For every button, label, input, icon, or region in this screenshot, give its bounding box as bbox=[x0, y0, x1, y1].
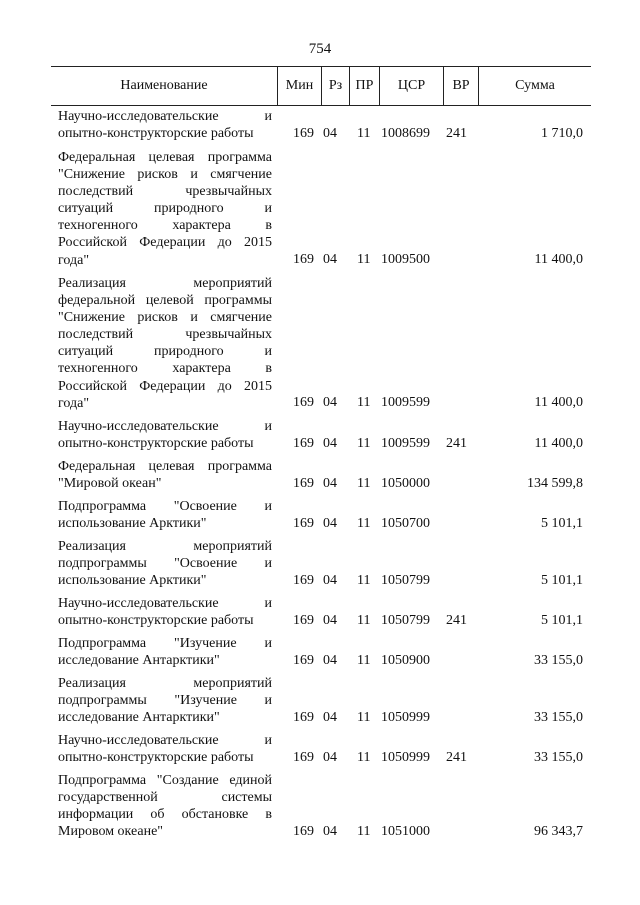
row-csr: 1050799 bbox=[381, 613, 430, 628]
row-name: Реализация мероприятий подпрограммы "Освоение и использование Арктики" bbox=[58, 539, 272, 589]
row-rz: 04 bbox=[323, 476, 337, 491]
header-vr: ВР bbox=[443, 67, 478, 105]
row-rz: 04 bbox=[323, 126, 337, 141]
row-name: Научно-исследовательские и опытно-конструкторские работы bbox=[58, 596, 272, 629]
row-vr: 241 bbox=[446, 750, 467, 765]
row-sum: 134 599,8 bbox=[527, 476, 583, 491]
row-pr: 11 bbox=[357, 516, 371, 531]
row-rz: 04 bbox=[323, 750, 337, 765]
row-sum: 1 710,0 bbox=[541, 126, 583, 141]
row-sum: 5 101,1 bbox=[541, 516, 583, 531]
row-name: Реализация мероприятий федеральной целевой программы "Снижение рисков и смягчение последствий чрезвычайных ситуаций природного и техногенного характера в Российской Федерации до 2015 года" bbox=[58, 276, 272, 411]
row-min: 169 bbox=[293, 476, 314, 491]
row-csr: 1050700 bbox=[381, 516, 430, 531]
row-rz: 04 bbox=[323, 613, 337, 628]
header-rz: Рз bbox=[321, 67, 349, 105]
row-min: 169 bbox=[293, 573, 314, 588]
row-name: Научно-исследовательские и опытно-конструкторские работы bbox=[58, 419, 272, 452]
row-csr: 1050900 bbox=[381, 653, 430, 668]
row-csr: 1051000 bbox=[381, 824, 430, 839]
row-min: 169 bbox=[293, 436, 314, 451]
header-name: Наименование bbox=[120, 78, 208, 93]
row-rz: 04 bbox=[323, 573, 337, 588]
header-csr: ЦСР bbox=[379, 67, 443, 105]
row-csr: 1050799 bbox=[381, 573, 430, 588]
row-rz: 04 bbox=[323, 436, 337, 451]
row-pr: 11 bbox=[357, 653, 371, 668]
row-rz: 04 bbox=[323, 252, 337, 267]
row-name: Федеральная целевая программа "Снижение рисков и смягчение последствий чрезвычайных ситуаций природного и техногенного характера в Российской Федерации до 2015 года" bbox=[58, 150, 272, 268]
row-csr: 1009599 bbox=[381, 436, 430, 451]
row-pr: 11 bbox=[357, 750, 371, 765]
row-sum: 5 101,1 bbox=[541, 573, 583, 588]
row-pr: 11 bbox=[357, 613, 371, 628]
row-csr: 1050999 bbox=[381, 750, 430, 765]
row-min: 169 bbox=[293, 126, 314, 141]
row-min: 169 bbox=[293, 653, 314, 668]
row-pr: 11 bbox=[357, 824, 371, 839]
row-name: Научно-исследовательские и опытно-конструкторские работы bbox=[58, 733, 272, 766]
row-min: 169 bbox=[293, 710, 314, 725]
row-name: Подпрограмма "Изучение и исследование Антарктики" bbox=[58, 636, 272, 669]
row-name: Реализация мероприятий подпрограммы "Изучение и исследование Антарктики" bbox=[58, 676, 272, 726]
row-min: 169 bbox=[293, 516, 314, 531]
row-min: 169 bbox=[293, 750, 314, 765]
row-name: Подпрограмма "Освоение и использование Арктики" bbox=[58, 499, 272, 532]
row-vr: 241 bbox=[446, 613, 467, 628]
row-rz: 04 bbox=[323, 395, 337, 410]
row-sum: 11 400,0 bbox=[534, 395, 583, 410]
row-vr: 241 bbox=[446, 436, 467, 451]
row-sum: 96 343,7 bbox=[534, 824, 583, 839]
row-pr: 11 bbox=[357, 252, 371, 267]
row-rz: 04 bbox=[323, 710, 337, 725]
row-csr: 1008699 bbox=[381, 126, 430, 141]
row-sum: 33 155,0 bbox=[534, 653, 583, 668]
table-header bbox=[51, 66, 591, 106]
row-min: 169 bbox=[293, 252, 314, 267]
row-vr: 241 bbox=[446, 126, 467, 141]
row-sum: 11 400,0 bbox=[534, 252, 583, 267]
row-rz: 04 bbox=[323, 653, 337, 668]
row-sum: 33 155,0 bbox=[534, 750, 583, 765]
header-pr: ПР bbox=[349, 67, 379, 105]
page-number: 754 bbox=[308, 41, 332, 57]
row-pr: 11 bbox=[357, 436, 371, 451]
row-pr: 11 bbox=[357, 395, 371, 410]
header-sum: Сумма bbox=[478, 67, 591, 105]
row-pr: 11 bbox=[357, 710, 371, 725]
row-csr: 1050000 bbox=[381, 476, 430, 491]
row-rz: 04 bbox=[323, 516, 337, 531]
header-min: Мин bbox=[277, 67, 321, 105]
row-csr: 1009599 bbox=[381, 395, 430, 410]
row-name: Федеральная целевая программа "Мировой океан" bbox=[58, 459, 272, 492]
row-sum: 5 101,1 bbox=[541, 613, 583, 628]
row-name: Научно-исследовательские и опытно-конструкторские работы bbox=[58, 109, 272, 142]
row-min: 169 bbox=[293, 824, 314, 839]
row-min: 169 bbox=[293, 613, 314, 628]
row-csr: 1050999 bbox=[381, 710, 430, 725]
row-sum: 33 155,0 bbox=[534, 710, 583, 725]
row-rz: 04 bbox=[323, 824, 337, 839]
row-name: Подпрограмма "Создание единой государственной системы информации об обстановке в Мировом океане" bbox=[58, 773, 272, 840]
row-csr: 1009500 bbox=[381, 252, 430, 267]
row-min: 169 bbox=[293, 395, 314, 410]
row-pr: 11 bbox=[357, 573, 371, 588]
row-pr: 11 bbox=[357, 126, 371, 141]
row-pr: 11 bbox=[357, 476, 371, 491]
row-sum: 11 400,0 bbox=[534, 436, 583, 451]
